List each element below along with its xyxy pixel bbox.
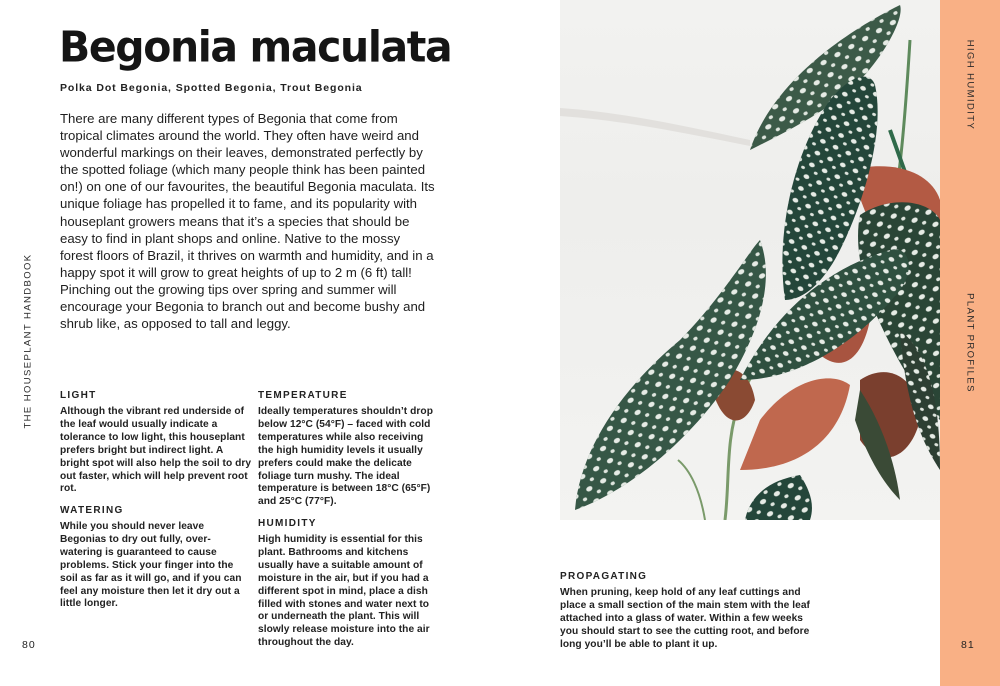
section-text: While you should never leave Begonias to dry out fully, over-watering is guaranteed to cause problems. Stick your finger into the soil as far as it will go, and if you can feel any moisture then let it dry out a little longer. [60, 521, 242, 610]
plant-photo [560, 0, 940, 520]
section-text: Ideally temperatures shouldn’t drop below 12°C (54°F) – faced with cold temperatures while also receiving the high humidity levels it usually prefers could make the delicate foliage turn mushy. The ideal temperature is between 18°C (65°F) and 25°C (77°F). [258, 406, 433, 508]
running-head [21, 250, 35, 432]
running-head-text: THE HOUSEPLANT HANDBOOK [22, 253, 34, 429]
care-section-light [60, 390, 252, 496]
section-heading: PROPAGATING [560, 571, 648, 582]
care-section-propagating [560, 571, 816, 652]
section-heading: HUMIDITY [258, 518, 317, 529]
tab-high-humidity [940, 39, 1000, 131]
common-names: Polka Dot Begonia, Spotted Begonia, Trout Begonia [60, 82, 363, 94]
tab-plant-profiles [940, 293, 1000, 393]
tab-section-text: PLANT PROFILES [964, 293, 976, 393]
section-text: When pruning, keep hold of any leaf cuttings and place a small section of the main stem with the leaf attached into a glass of water. Within a few weeks you should start to see the cutting root, and before long you’ll be able to plant it up. [560, 587, 810, 650]
section-heading: LIGHT [60, 390, 97, 401]
chapter-tab-strip [940, 0, 1000, 686]
page-title: Begonia maculata [59, 21, 452, 73]
page-number-right: 81 [961, 639, 975, 651]
care-section-watering [60, 505, 252, 611]
section-text: Although the vibrant red underside of the leaf would usually indicate a tolerance to low light, this houseplant prefers bright but indirect light. A bright spot will also help the soil to dry out faster, which will help prevent root rot. [60, 406, 252, 495]
section-heading: TEMPERATURE [258, 390, 348, 401]
begonia-illustration [560, 0, 940, 520]
page-number-left: 80 [22, 639, 36, 651]
tab-category-text: HIGH HUMIDITY [964, 39, 976, 131]
section-text: High humidity is essential for this plant. Bathrooms and kitchens usually have a suitable amount of moisture in the air, but if you had a different spot in mind, place a dish filled with stones and water next to or underneath the plant. This will slowly release moisture into the air throughout the day. [258, 534, 430, 649]
section-heading: WATERING [60, 505, 124, 516]
intro-paragraph: There are many different types of Begonia that come from tropical climates around the world. They often have weird and wonderful markings on their leaves, demonstrated perfectly by the spotted foliage (which many people think has been painted on!) on one of our favourites, the beautiful Begonia maculata. Its unique foliage has propelled it to fame, and its popularity with houseplant growers means that it’s a species that should be easy to find in plant shops and online. Native to the mossy forest floors of Brazil, it thrives on warmth and humidity, and in a happy spot it will grow to great heights of up to 2 m (6 ft) tall! Pinching out the growing tips over spring and summer will encourage your Begonia to branch out and become bushy and shrub like, as opposed to tall and leggy. [60, 111, 435, 332]
care-section-humidity [258, 518, 438, 650]
care-section-temperature [258, 390, 438, 509]
